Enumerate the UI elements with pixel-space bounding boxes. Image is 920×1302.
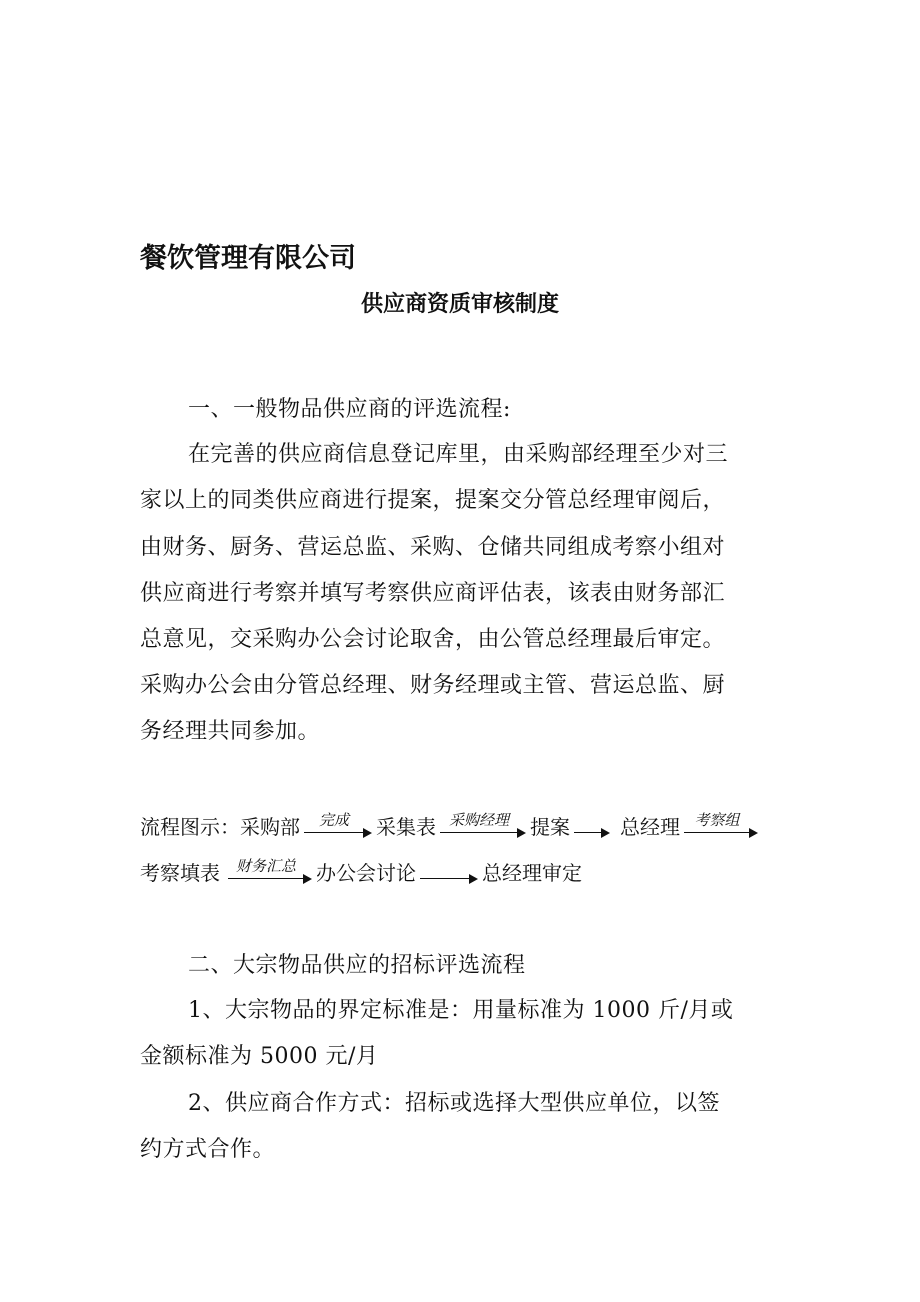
arrow-label: 采购经理 [448, 811, 509, 829]
arrow-shaft [228, 878, 304, 879]
section1-heading: 一、一般物品供应商的评选流程: [188, 397, 511, 422]
item-line: 金额标准为 5000 元/月 [140, 1044, 379, 1069]
item-line: 1、大宗物品的界定标准是：用量标准为 1000 斤/月或 [188, 998, 734, 1023]
section2-heading: 二、大宗物品供应的招标评选流程 [188, 953, 526, 978]
paragraph-line: 家以上的同类供应商进行提案，提案交分管总经理审阅后， [140, 488, 726, 513]
flow-arrow [574, 808, 610, 842]
flow-diagram-row-2 [140, 854, 582, 888]
flow-arrow [304, 808, 372, 842]
paragraph-line: 采购办公会由分管总经理、财务经理或主管、营运总监、厨 [140, 673, 726, 698]
document-title: 供应商资质审核制度 [360, 292, 559, 317]
flow-arrow [228, 854, 312, 888]
arrow-label: 完成 [318, 811, 349, 829]
flow-node-collection-form: 采集表 [376, 814, 436, 839]
arrow-shaft [420, 878, 470, 879]
paragraph-line: 务经理共同参加。 [140, 719, 321, 744]
arrow-head-icon [517, 828, 526, 838]
item-line: 约方式合作。 [140, 1137, 276, 1162]
flow-diagram-row-1 [140, 808, 762, 842]
flow-node-inspection-form: 考察填表 [140, 860, 220, 885]
arrow-head-icon [601, 828, 610, 838]
arrow-head-icon [749, 828, 758, 838]
flow-node-final-approval: 总经理审定 [482, 860, 582, 885]
arrow-shaft [684, 832, 750, 833]
arrow-label: 考察组 [694, 811, 740, 829]
flow-arrow [420, 854, 478, 888]
paragraph-line: 供应商进行考察并填写考察供应商评估表，该表由财务部汇 [140, 581, 726, 606]
flow-arrow [684, 808, 758, 842]
arrow-head-icon [303, 874, 312, 884]
paragraph-line: 由财务、厨务、营运总监、采购、仓储共同组成考察小组对 [140, 535, 726, 560]
arrow-head-icon [363, 828, 372, 838]
arrow-shaft [440, 832, 518, 833]
company-name: 餐饮管理有限公司 [140, 243, 356, 274]
flow-node-general-manager: 总经理 [620, 814, 680, 839]
flow-node-purchasing-dept: 采购部 [240, 814, 300, 839]
flow-arrow [440, 808, 526, 842]
arrow-label: 财务汇总 [235, 857, 296, 875]
arrow-shaft [574, 832, 602, 833]
flow-prefix: 流程图示： [140, 814, 240, 839]
arrow-shaft [304, 832, 364, 833]
paragraph-line: 总意见，交采购办公会讨论取舍，由公管总经理最后审定。 [140, 627, 726, 652]
paragraph-line: 在完善的供应商信息登记库里，由采购部经理至少对三 [188, 442, 729, 467]
flow-node-proposal: 提案 [530, 814, 570, 839]
flow-node-office-meeting: 办公会讨论 [316, 860, 416, 885]
arrow-head-icon [469, 874, 478, 884]
item-line: 2、供应商合作方式：招标或选择大型供应单位，以签 [188, 1091, 720, 1116]
